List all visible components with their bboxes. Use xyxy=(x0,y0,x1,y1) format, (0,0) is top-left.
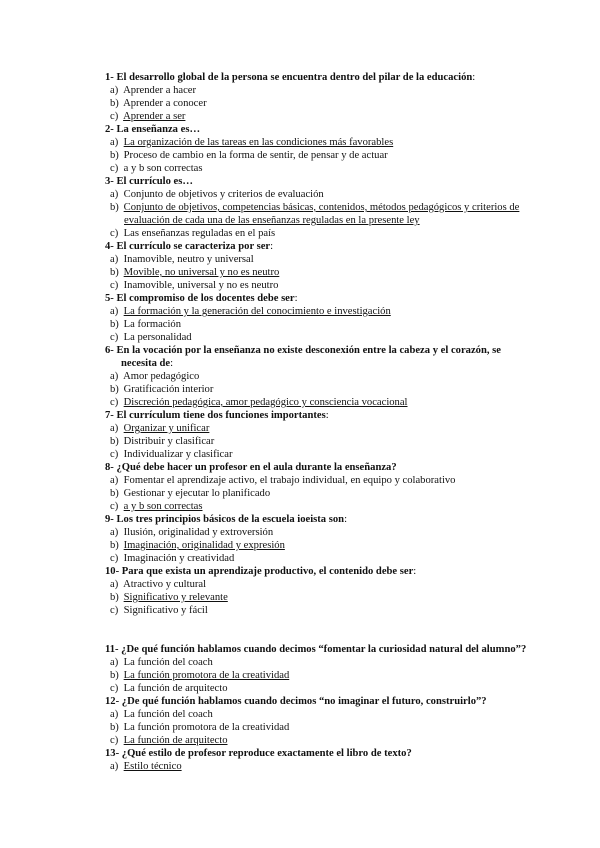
q9-option-b: b) Imaginación, originalidad y expresión xyxy=(110,540,285,551)
q5-option-b: b) La formación xyxy=(110,319,182,330)
q12-option-c: c) La función de arquitecto xyxy=(110,735,228,746)
q4-option-b: b) Movible, no universal y no es neutro xyxy=(110,267,280,278)
q7-option-a: a) Organizar y unificar xyxy=(110,423,210,434)
q5-option-a: a) La formación y la generación del conocimiento e investigación xyxy=(110,306,391,317)
q9-option-a: a) Ilusión, originalidad y extroversión xyxy=(110,527,274,538)
q2-option-b: b) Proceso de cambio en la forma de sentir, de pensar y de actuar xyxy=(110,150,388,161)
q12-option-a: a) La función del coach xyxy=(110,709,213,720)
question-2: 2- La enseñanza es… xyxy=(105,124,201,135)
question-10: 10- Para que exista un aprendizaje productivo, el contenido debe ser: xyxy=(105,566,417,577)
question-9: 9- Los tres principios básicos de la escuela ioeista son: xyxy=(105,514,348,525)
q10-option-c: c) Significativo y fácil xyxy=(110,605,208,616)
q6-option-b: b) Gratificación interior xyxy=(110,384,214,395)
q5-option-c: c) La personalidad xyxy=(110,332,192,343)
q13-option-a: a) Estilo técnico xyxy=(110,761,182,772)
q11-option-b: b) La función promotora de la creatividad xyxy=(110,670,290,681)
question-4: 4- El currículo se caracteriza por ser: xyxy=(105,241,274,252)
q2-option-a: a) La organización de las tareas en las condiciones más favorables xyxy=(110,137,394,148)
question-12: 12- ¿De qué función hablamos cuando decimos “no imaginar el futuro, construirlo”? xyxy=(105,696,487,707)
question-5: 5- El compromiso de los docentes debe ser: xyxy=(105,293,298,304)
q1-option-b: b) Aprender a conocer xyxy=(110,98,207,109)
question-7: 7- El currículum tiene dos funciones importantes: xyxy=(105,410,329,421)
question-8: 8- ¿Qué debe hacer un profesor en el aula durante la enseñanza? xyxy=(105,462,397,473)
q4-option-c: c) Inamovible, universal y no es neutro xyxy=(110,280,279,291)
q2-option-c: c) a y b son correctas xyxy=(110,163,203,174)
q8-option-b: b) Gestionar y ejecutar lo planificado xyxy=(110,488,271,499)
question-1: 1- El desarrollo global de la persona se encuentra dentro del pilar de la educación: xyxy=(105,72,476,83)
q11-option-a: a) La función del coach xyxy=(110,657,213,668)
q10-option-b: b) Significativo y relevante xyxy=(110,592,228,603)
question-13: 13- ¿Qué estilo de profesor reproduce exactamente el libro de texto? xyxy=(105,748,412,759)
q8-option-a: a) Fomentar el aprendizaje activo, el trabajo individual, en equipo y colaborativo xyxy=(110,475,456,486)
q3-option-c: c) Las enseñanzas reguladas en el país xyxy=(110,228,276,239)
q11-option-c: c) La función de arquitecto xyxy=(110,683,228,694)
q9-option-c: c) Imaginación y creatividad xyxy=(110,553,235,564)
q3-option-a: a) Conjunto de objetivos y criterios de evaluación xyxy=(110,189,324,200)
q6-option-a: a) Amor pedagógico xyxy=(110,371,200,382)
q4-option-a: a) Inamovible, neutro y universal xyxy=(110,254,254,265)
q7-option-b: b) Distribuir y clasificar xyxy=(110,436,215,447)
q1-option-a: a) Aprender a hacer xyxy=(110,85,197,96)
q6-option-c: c) Discreción pedagógica, amor pedagógico y consciencia vocacional xyxy=(110,397,408,408)
q12-option-b: b) La función promotora de la creatividad xyxy=(110,722,290,733)
q1-option-c: c) Aprender a ser xyxy=(110,111,186,122)
q8-option-c: c) a y b son correctas xyxy=(110,501,203,512)
question-6: 6- En la vocación por la enseñanza no existe desconexión entre la cabeza y el corazón, se necesita de: xyxy=(105,345,501,369)
q7-option-c: c) Individualizar y clasificar xyxy=(110,449,233,460)
question-11: 11- ¿De qué función hablamos cuando decimos “fomentar la curiosidad natural del alumno”? xyxy=(105,644,527,655)
question-3: 3- El currículo es… xyxy=(105,176,193,187)
q3-option-b: b) Conjunto de objetivos, competencias básicas, contenidos, métodos pedagógicos y criterios de evaluación de cada una de las enseñanzas reguladas en la presente ley xyxy=(110,202,520,226)
q10-option-a: a) Atractivo y cultural xyxy=(110,579,207,590)
